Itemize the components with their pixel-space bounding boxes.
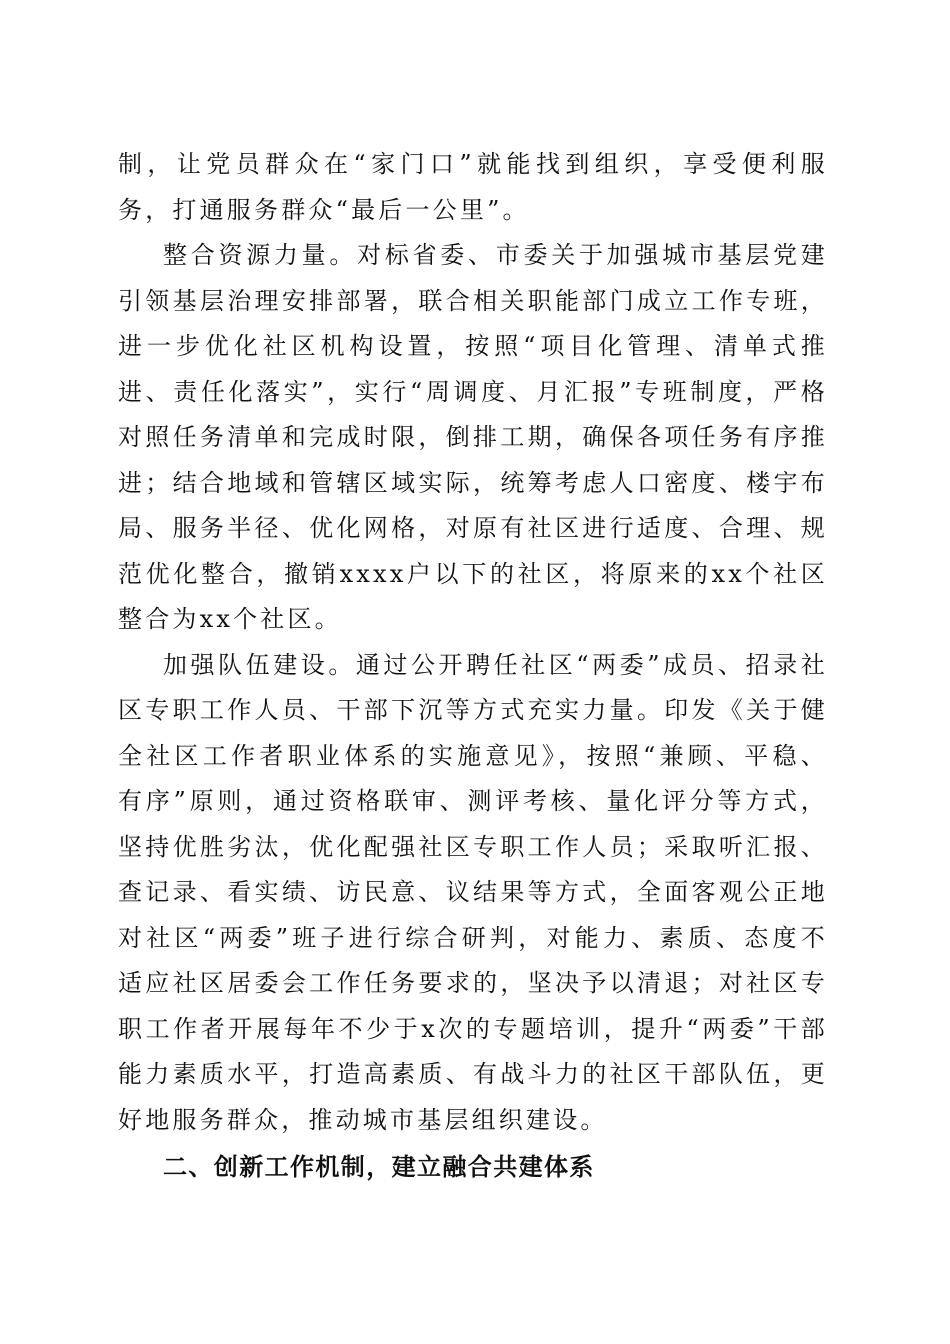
section-heading: 二、创新工作机制，建立融合共建体系 xyxy=(163,1153,595,1181)
paragraph-continuation: 制，让党员群众在“家门口”就能找到组织，享受便利服务，打通服务群众“最后一公里”。 xyxy=(118,150,828,224)
paragraph-team-building: 加强队伍建设。通过公开聘任社区“两委”成员、招录社区专职工作人员、干部下沉等方式充实力量。印发《关于健全社区工作者职业体系的实施意见》，按照“兼顾、平稳、有序”原则，通过资格联审、测评考核、量化评分等方式，坚持优胜劣汰，优化配强社区专职工作人员；采取听汇报、查记录、看实绩、访民意、议结果等方式，全面客观公正地对社区“两委”班子进行综合研判，对能力、素质、态度不适应社区居委会工作任务要求的，坚决予以清退；对社区专职工作者开展每年不少于x次的专题培训，提升“两委”干部能力素质水平，打造高素质、有战斗力的社区干部队伍，更好地服务群众，推动城市基层组织建设。 xyxy=(118,650,828,1134)
document-body xyxy=(118,142,828,1191)
paragraph-integrate-resources: 整合资源力量。对标省委、市委关于加强城市基层党建引领基层治理安排部署，联合相关职能部门成立工作专班，进一步优化社区机构设置，按照“项目化管理、清单式推进、责任化落实”，实行“周调度、月汇报”专班制度，严格对照任务清单和完成时限，倒排工期，确保各项任务有序推进；结合地域和管辖区域实际，统筹考虑人口密度、楼宇布局、服务半径、优化网格，对原有社区进行适度、合理、规范优化整合，撤销xxxx户以下的社区，将原来的xx个社区整合为xx个社区。 xyxy=(118,241,828,633)
